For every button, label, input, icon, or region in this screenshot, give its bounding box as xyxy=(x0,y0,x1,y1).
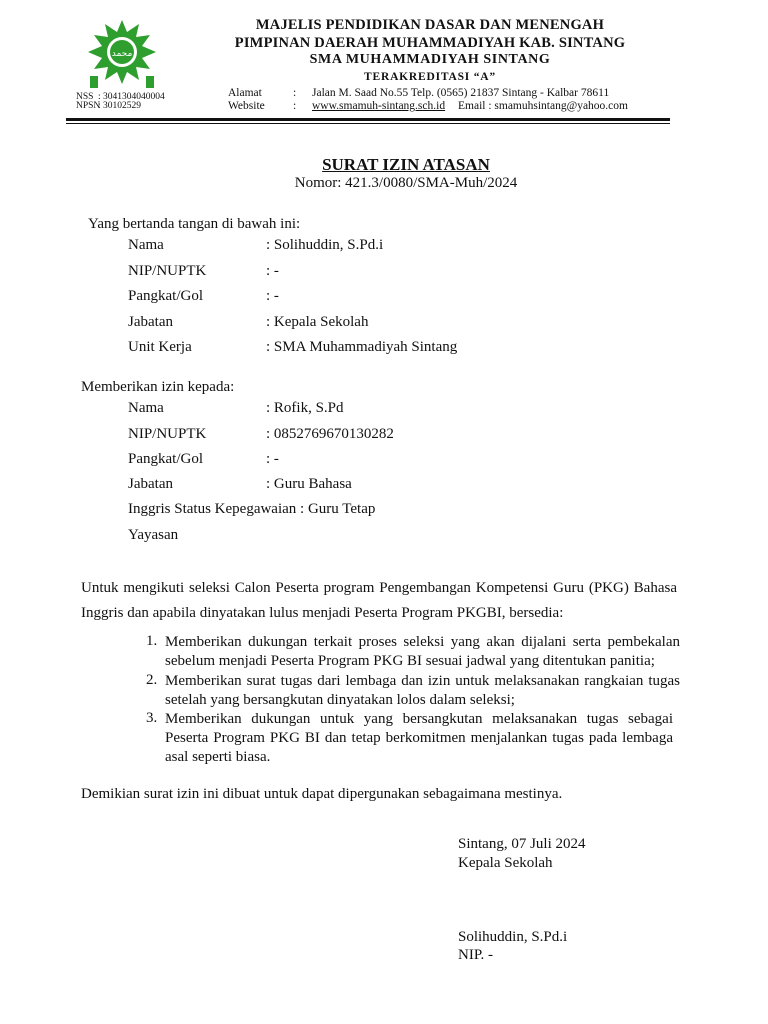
signer-nip-value: : - xyxy=(266,263,279,279)
signer-nama-label: Nama xyxy=(128,237,164,253)
nss-value: : 3041304040004 xyxy=(98,92,165,102)
signer-unit-value: : SMA Muhammadiyah Sintang xyxy=(266,339,458,355)
list-number-3: 3. xyxy=(146,710,158,726)
closing-sentence: Demikian surat izin ini dibuat untuk dapat dipergunakan sebagaimana mestinya. xyxy=(81,786,563,802)
alamat-sep: : xyxy=(293,87,297,99)
header-accreditation: TERAKREDITASI “A” xyxy=(364,71,496,83)
list-number-1: 1. xyxy=(146,633,158,649)
signature-nip: NIP. - xyxy=(458,947,494,963)
alamat-value: Jalan M. Saad No.55 Telp. (0565) 21837 Sintang - Kalbar 78611 xyxy=(312,87,610,99)
grantee-nama-value: : Rofik, S.Pd xyxy=(266,400,344,416)
alamat-label: Alamat xyxy=(228,87,262,99)
nss-label: NSS xyxy=(76,92,94,102)
signer-jabatan-value: : Kepala Sekolah xyxy=(266,314,369,330)
muhammadiyah-logo xyxy=(80,18,164,90)
list-item-3: Memberikan dukungan untuk yang bersangkutan melaksanakan tugas sebagai Peserta Program PKG BI dan tetap berkomitmen menjalankan tugas pada lembaga asal seperti biasa. xyxy=(165,711,673,765)
npsn-label: NPSN xyxy=(76,101,101,111)
grantee-yayasan-line: Yayasan xyxy=(128,527,179,543)
signer-pangkat-label: Pangkat/Gol xyxy=(128,288,203,304)
list-item-1: Memberikan dukungan terkait proses seleksi yang akan dijalani serta pembekalan sebelum menjadi Peserta Program PKG BI sesuai jadwal yang ditentukan panitia; xyxy=(165,634,680,669)
signer-nip-label: NIP/NUPTK xyxy=(128,263,207,279)
website-label: Website xyxy=(228,100,265,112)
header-school-name: SMA MUHAMMADIYAH SINTANG xyxy=(309,52,551,67)
signer-unit-label: Unit Kerja xyxy=(128,339,192,355)
signer-jabatan-label: Jabatan xyxy=(128,314,173,330)
header-divider-thick xyxy=(66,118,670,121)
grantee-nip-label: NIP/NUPTK xyxy=(128,426,207,442)
intro-signer: Yang bertanda tangan di bawah ini: xyxy=(88,216,301,232)
signature-place-date: Sintang, 07 Juli 2024 xyxy=(458,836,586,852)
signer-nama-value: : Solihuddin, S.Pd.i xyxy=(266,237,384,253)
grantee-pangkat-label: Pangkat/Gol xyxy=(128,451,203,467)
letter-number: Nomor: 421.3/0080/SMA-Muh/2024 xyxy=(294,175,518,191)
header-divider-thin xyxy=(66,123,670,124)
list-number-2: 2. xyxy=(146,672,158,688)
header-line2: PIMPINAN DAERAH MUHAMMADIYAH KAB. SINTANG xyxy=(234,35,626,51)
header-line1: MAJELIS PENDIDIKAN DASAR DAN MENENGAH xyxy=(255,17,605,33)
email-text: Email : smamuhsintang@yahoo.com xyxy=(458,100,628,112)
signature-position: Kepala Sekolah xyxy=(458,855,553,871)
body-paragraph: Untuk mengikuti seleksi Calon Peserta program Pengembangan Kompetensi Guru (PKG) Bahasa Inggris dan apabila dinyatakan lulus menjadi Peserta Program PKGBI, bersedia: xyxy=(81,580,677,621)
list-item-2: Memberikan surat tugas dari lembaga dan izin untuk melaksanakan rangkaian tugas setelah yang bersangkutan dinyatakan lolos dalam seleksi; xyxy=(165,673,680,708)
grantee-jabatan-label: Jabatan xyxy=(128,476,173,492)
grantee-status-line: Inggris Status Kepegawaian : Guru Tetap xyxy=(128,501,376,517)
npsn-value: : 30102529 xyxy=(98,101,142,111)
svg-text:محمد: محمد xyxy=(111,49,133,59)
intro-grantee: Memberikan izin kepada: xyxy=(81,379,235,395)
signer-pangkat-value: : - xyxy=(266,288,279,304)
website-sep: : xyxy=(293,100,297,112)
website-link[interactable]: www.smamuh-sintang.sch.id xyxy=(312,100,446,112)
signature-name: Solihuddin, S.Pd.i xyxy=(458,929,568,945)
letter-title: SURAT IZIN ATASAN xyxy=(322,155,490,174)
grantee-jabatan-value: : Guru Bahasa xyxy=(266,476,352,492)
grantee-nama-label: Nama xyxy=(128,400,164,416)
grantee-pangkat-value: : - xyxy=(266,451,279,467)
grantee-nip-value: : 0852769670130282 xyxy=(266,426,394,442)
